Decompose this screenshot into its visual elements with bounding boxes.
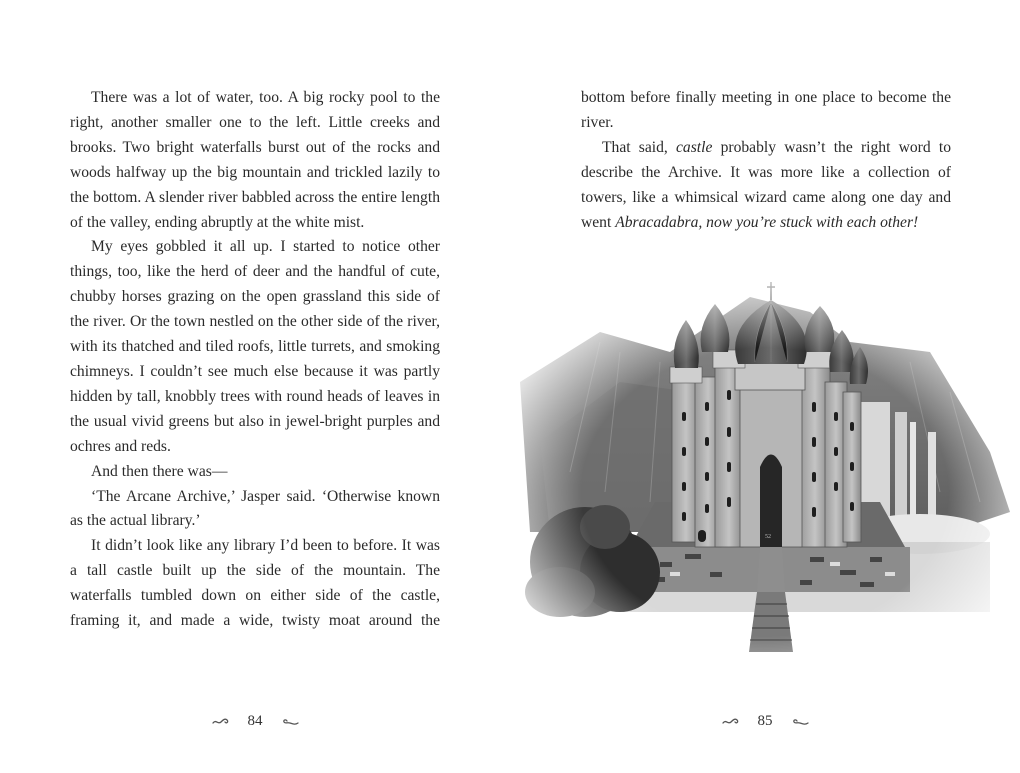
italic-phrase: Abracadabra, now you’re stuck with each other! <box>615 213 919 231</box>
left-text-column <box>70 86 440 634</box>
archive-castle-illustration <box>510 272 1020 672</box>
paragraph-text: probably wasn’t the right word to describe the Archive. It was more like a collection of towers, like a whimsical wizard came along one day and went <box>581 138 951 231</box>
paragraph-text: That said, <box>602 138 676 156</box>
swirl-ornament-icon <box>791 716 809 726</box>
swirl-ornament-icon <box>281 716 299 726</box>
paragraph: My eyes gobbled it all up. I started to notice other things, too, like the herd of deer and the handful of cute, chubby horses grazing on the open grassland this side of the river. Or the town nestled on the other side of the river, with its thatched and tiled roofs, little turrets, and smoking chimneys. I couldn’t see much else because it was partly hidden by tall, knobbly trees with round heads of leaves in the usual vivid greens but also in jewel-bright purples and ochres and reds. <box>70 238 440 455</box>
page-number: 84 <box>247 712 263 729</box>
paragraph: ‘The Arcane Archive,’ Jasper said. ‘Otherwise known as the actual library.’ <box>70 487 440 530</box>
paragraph: It didn’t look like any library I’d been to before. It was a tall castle built up the side of the mountain. The waterfalls tumbled down on either side of the castle, framing it, and made a wide, twisty moat around the <box>70 537 440 630</box>
italic-word: castle <box>676 138 713 156</box>
paragraph: bottom before finally meeting in one place to become the river. <box>581 89 951 131</box>
page-number: 85 <box>757 712 773 729</box>
swirl-ornament-icon <box>722 716 740 726</box>
paragraph: There was a lot of water, too. A big rocky pool to the right, another smaller one to the left. Little creeks and brooks. Two bright waterfalls burst out of the rocks and woods halfway up the big mountain and trickled lazily to the bottom. A slender river babbled across the entire length of the valley, ending abruptly at the white mist. <box>70 89 440 231</box>
paragraph: And then there was— <box>91 462 228 480</box>
right-text-column <box>581 86 951 235</box>
swirl-ornament-icon <box>212 716 230 726</box>
page-number-footer <box>190 709 320 733</box>
page-number-footer <box>700 709 830 733</box>
paragraph <box>581 136 951 236</box>
right-page <box>510 0 1020 773</box>
